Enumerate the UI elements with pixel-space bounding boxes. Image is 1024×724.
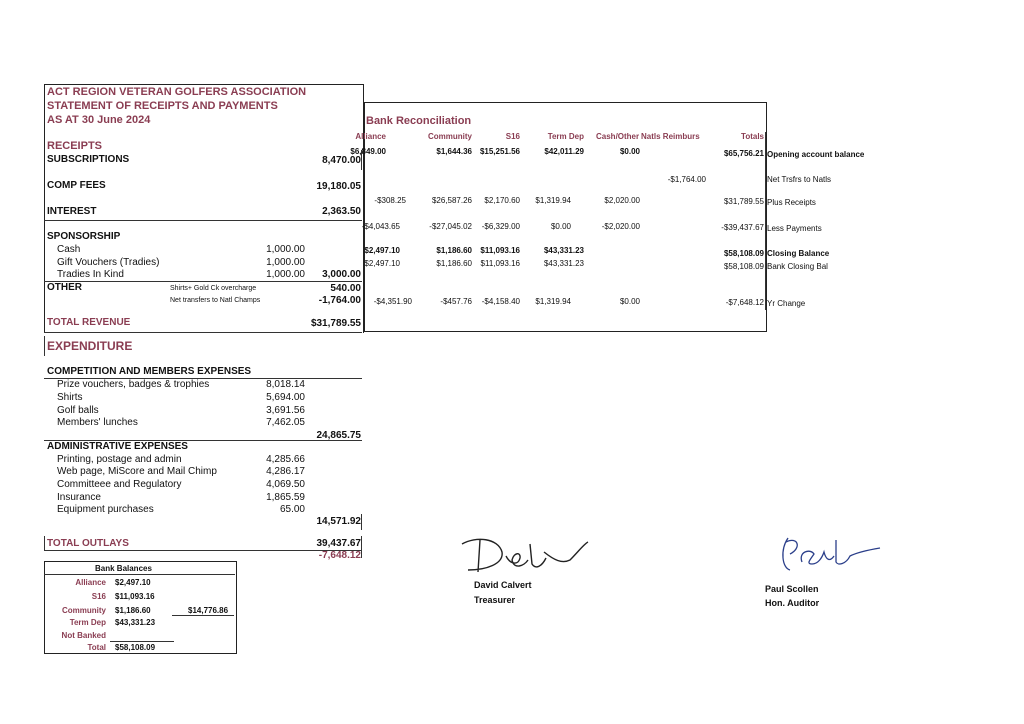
other-item-label: Shirts+ Gold Ck overcharge bbox=[170, 285, 257, 292]
expense-item-label: Insurance bbox=[57, 492, 101, 503]
treasurer-signature bbox=[458, 530, 598, 580]
recon-cell: $6,849.00 bbox=[350, 147, 386, 156]
sponsorship-total: 3,000.00 bbox=[322, 269, 361, 280]
recon-row-label: Closing Balance bbox=[767, 249, 830, 258]
subscriptions-total: 8,470.00 bbox=[322, 155, 361, 166]
recon-cell: -$39,437.67 bbox=[721, 223, 764, 232]
bank-balance-label: Alliance bbox=[75, 578, 106, 587]
statement-subtitle: STATEMENT OF RECEIPTS AND PAYMENTS bbox=[47, 100, 278, 112]
recon-cell: -$308.25 bbox=[374, 196, 406, 205]
recon-cell: $1,186.60 bbox=[436, 259, 472, 268]
expense-item-amount: 8,018.14 bbox=[266, 379, 305, 390]
recon-cell: $2,170.60 bbox=[484, 196, 520, 205]
recon-cell: $65,756.21 bbox=[723, 149, 764, 158]
auditor-name: Paul Scollen bbox=[765, 584, 819, 594]
expense-item-amount: 7,462.05 bbox=[266, 417, 305, 428]
treasurer-title: Treasurer bbox=[474, 595, 516, 605]
expense-item-label: Committeee and Regulatory bbox=[57, 479, 182, 490]
bank-balance-amount: $1,186.60 bbox=[115, 606, 151, 615]
recon-col-header: Term Dep bbox=[547, 132, 584, 141]
bank-balance-amount: $2,497.10 bbox=[115, 578, 151, 587]
admin-expenses-total: 14,571.92 bbox=[316, 516, 361, 527]
sponsorship-item-label: Cash bbox=[57, 244, 81, 255]
recon-row-label: Less Payments bbox=[767, 224, 822, 233]
expense-item-label: Shirts bbox=[57, 392, 83, 403]
expense-item-amount: 4,069.50 bbox=[266, 479, 305, 490]
recon-cell: -$457.76 bbox=[440, 297, 472, 306]
sponsorship-item-amount: 1,000.00 bbox=[266, 269, 305, 280]
receipts-heading: RECEIPTS bbox=[47, 140, 103, 152]
recon-cell: $58,108.09 bbox=[723, 262, 764, 271]
expense-item-label: Web page, MiScore and Mail Chimp bbox=[57, 466, 217, 477]
recon-cell: $26,587.26 bbox=[431, 196, 472, 205]
other-item-label: Net transfers to Natl Champs bbox=[170, 297, 261, 304]
bank-balance-amount: $11,093.16 bbox=[115, 592, 155, 601]
recon-cell: -$7,648.12 bbox=[725, 298, 764, 307]
recon-cell: $43,331.23 bbox=[543, 259, 584, 268]
comp-expenses-total: 24,865.75 bbox=[316, 430, 361, 441]
bank-balance-label: Term Dep bbox=[69, 618, 106, 627]
sponsorship-item-amount: 1,000.00 bbox=[266, 257, 305, 268]
recon-cell: $1,644.36 bbox=[436, 147, 472, 156]
bank-balance-label: Total bbox=[87, 643, 106, 652]
recon-row-label: Net Trsfrs to Natls bbox=[767, 175, 832, 184]
expense-item-label: Equipment purchases bbox=[57, 504, 154, 515]
recon-col-header: Natls Reimburs bbox=[641, 132, 700, 141]
expense-item-amount: 4,286.17 bbox=[266, 466, 305, 477]
other-item-amount: 540.00 bbox=[330, 283, 361, 294]
bank-balance-subtotal: $14,776.86 bbox=[188, 606, 229, 615]
recon-cell: $2,497.10 bbox=[364, 246, 400, 255]
recon-cell: $2,497.10 bbox=[364, 259, 400, 268]
bank-balances-title: Bank Balances bbox=[95, 564, 152, 573]
recon-cell: $2,020.00 bbox=[604, 196, 640, 205]
comp-fees-label: COMP FEES bbox=[47, 180, 106, 191]
total-revenue-amount: $31,789.55 bbox=[310, 318, 361, 329]
expense-item-amount: 5,694.00 bbox=[266, 392, 305, 403]
expenditure-heading: EXPENDITURE bbox=[47, 339, 133, 353]
recon-col-header: Community bbox=[428, 132, 472, 141]
comp-expenses-heading: COMPETITION AND MEMBERS EXPENSES bbox=[47, 366, 252, 377]
sponsorship-label: SPONSORSHIP bbox=[47, 231, 121, 242]
recon-cell: $43,331.23 bbox=[543, 246, 584, 255]
expense-item-amount: 3,691.56 bbox=[266, 405, 305, 416]
sponsorship-item-amount: 1,000.00 bbox=[266, 244, 305, 255]
admin-expenses-heading: ADMINISTRATIVE EXPENSES bbox=[47, 441, 188, 452]
subscriptions-label: SUBSCRIPTIONS bbox=[47, 154, 130, 165]
reconciliation-title: Bank Reconciliation bbox=[366, 115, 472, 127]
recon-cell: $1,186.60 bbox=[436, 246, 472, 255]
expense-item-label: Golf balls bbox=[57, 405, 99, 416]
other-label: OTHER bbox=[47, 282, 82, 293]
recon-col-header: Alliance bbox=[355, 132, 386, 141]
treasurer-name: David Calvert bbox=[474, 580, 532, 590]
expense-item-label: Members' lunches bbox=[57, 417, 138, 428]
sponsorship-item-label: Tradies In Kind bbox=[57, 269, 124, 280]
recon-cell: -$6,329.00 bbox=[481, 222, 520, 231]
recon-row-label: Yr Change bbox=[767, 299, 806, 308]
bank-balance-label: Community bbox=[62, 606, 106, 615]
recon-col-header: Totals bbox=[741, 132, 764, 141]
recon-cell: $11,093.16 bbox=[480, 259, 520, 268]
total-outlays-amount: 39,437.67 bbox=[316, 538, 361, 549]
recon-cell: $15,251.56 bbox=[479, 147, 520, 156]
org-title: ACT REGION VETERAN GOLFERS ASSOCIATION bbox=[47, 86, 307, 98]
recon-cell: -$4,043.65 bbox=[361, 222, 400, 231]
bank-balance-label: Not Banked bbox=[61, 631, 106, 640]
expense-item-amount: 65.00 bbox=[279, 504, 305, 515]
recon-cell: -$2,020.00 bbox=[601, 222, 640, 231]
bank-balance-label: S16 bbox=[91, 592, 106, 601]
recon-cell: $31,789.55 bbox=[723, 197, 764, 206]
recon-row-label: Bank Closing Bal bbox=[767, 262, 828, 271]
recon-cell: -$27,045.02 bbox=[429, 222, 472, 231]
auditor-signature bbox=[776, 532, 886, 580]
recon-row-label: Plus Receipts bbox=[767, 198, 816, 207]
recon-cell: $11,093.16 bbox=[480, 246, 520, 255]
expense-item-label: Printing, postage and admin bbox=[57, 454, 182, 465]
recon-cell: $0.00 bbox=[550, 222, 571, 231]
expense-item-amount: 1,865.59 bbox=[266, 492, 305, 503]
expense-item-label: Prize vouchers, badges & trophies bbox=[57, 379, 210, 390]
recon-cell: -$1,764.00 bbox=[667, 175, 706, 184]
comp-fees-total: 19,180.05 bbox=[316, 181, 361, 192]
total-outlays-label: TOTAL OUTLAYS bbox=[47, 538, 129, 549]
recon-cell: $1,319.94 bbox=[535, 196, 571, 205]
other-item-amount: -1,764.00 bbox=[318, 295, 361, 306]
recon-cell: $1,319.94 bbox=[535, 297, 571, 306]
expense-item-amount: 4,285.66 bbox=[266, 454, 305, 465]
sponsorship-item-label: Gift Vouchers (Tradies) bbox=[57, 257, 160, 268]
recon-cell: $0.00 bbox=[619, 297, 640, 306]
total-revenue-label: TOTAL REVENUE bbox=[47, 317, 131, 328]
recon-cell: $42,011.29 bbox=[544, 147, 584, 156]
bank-balance-amount: $43,331.23 bbox=[115, 618, 156, 627]
recon-col-header: S16 bbox=[505, 132, 520, 141]
recon-cell: $58,108.09 bbox=[723, 249, 764, 258]
recon-cell: -$4,351.90 bbox=[373, 297, 412, 306]
net-result: -7,648.12 bbox=[318, 550, 361, 561]
interest-label: INTEREST bbox=[47, 206, 97, 217]
recon-cell: $0.00 bbox=[619, 147, 640, 156]
recon-cell: -$4,158.40 bbox=[481, 297, 520, 306]
auditor-title: Hon. Auditor bbox=[765, 598, 820, 608]
interest-total: 2,363.50 bbox=[322, 206, 361, 217]
recon-col-header: Cash/Other bbox=[596, 132, 640, 141]
statement-date: AS AT 30 June 2024 bbox=[47, 114, 151, 126]
recon-row-label: Opening account balance bbox=[767, 150, 865, 159]
bank-balance-total: $58,108.09 bbox=[115, 643, 156, 652]
